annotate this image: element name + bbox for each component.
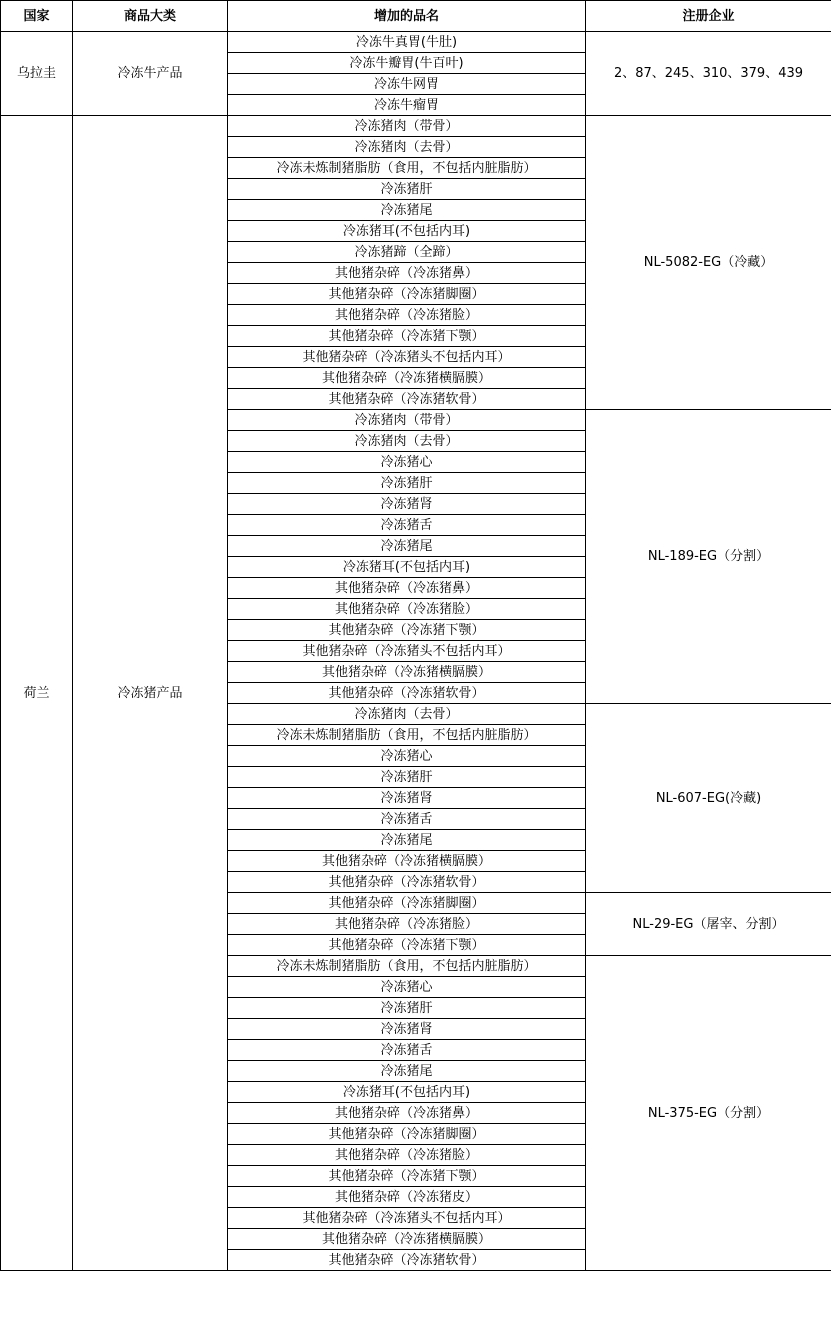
product-cell: 冷冻猪尾 [228, 200, 586, 221]
header-company: 注册企业 [586, 1, 831, 32]
product-cell: 冷冻牛真胃(牛肚) [228, 32, 586, 53]
product-cell: 其他猪杂碎（冷冻猪软骨） [228, 1250, 586, 1271]
product-cell: 冷冻猪蹄（全蹄） [228, 242, 586, 263]
product-cell: 冷冻牛网胃 [228, 74, 586, 95]
product-cell: 其他猪杂碎（冷冻猪头不包括内耳） [228, 347, 586, 368]
product-cell: 其他猪杂碎（冷冻猪脸） [228, 305, 586, 326]
product-cell: 冷冻未炼制猪脂肪（食用，不包括内脏脂肪） [228, 158, 586, 179]
product-cell: 冷冻猪尾 [228, 1061, 586, 1082]
company-cell: NL-375-EG（分割） [586, 956, 831, 1271]
product-cell: 冷冻猪舌 [228, 809, 586, 830]
table-row [1, 32, 831, 53]
company-cell: NL-189-EG（分割） [586, 410, 831, 704]
country-cell: 乌拉圭 [1, 32, 73, 116]
product-cell: 其他猪杂碎（冷冻猪脸） [228, 1145, 586, 1166]
product-cell: 冷冻猪尾 [228, 536, 586, 557]
product-cell: 冷冻猪肾 [228, 1019, 586, 1040]
product-cell: 冷冻猪肝 [228, 179, 586, 200]
product-cell: 其他猪杂碎（冷冻猪下颚） [228, 935, 586, 956]
product-cell: 其他猪杂碎（冷冻猪横膈膜） [228, 662, 586, 683]
product-cell: 其他猪杂碎（冷冻猪横膈膜） [228, 368, 586, 389]
product-cell: 冷冻猪心 [228, 452, 586, 473]
product-cell: 冷冻猪肝 [228, 998, 586, 1019]
company-cell: 2、87、245、310、379、439 [586, 32, 831, 116]
product-cell: 其他猪杂碎（冷冻猪鼻） [228, 263, 586, 284]
category-cell: 冷冻猪产品 [73, 116, 228, 1271]
header-row [1, 1, 831, 32]
product-cell: 其他猪杂碎（冷冻猪横膈膜） [228, 1229, 586, 1250]
country-cell: 荷兰 [1, 116, 73, 1271]
product-cell: 其他猪杂碎（冷冻猪软骨） [228, 389, 586, 410]
product-cell: 冷冻猪耳(不包括内耳) [228, 557, 586, 578]
product-cell: 其他猪杂碎（冷冻猪软骨） [228, 872, 586, 893]
product-cell: 冷冻猪肝 [228, 767, 586, 788]
product-cell: 冷冻猪肉（去骨） [228, 137, 586, 158]
table-body [1, 32, 831, 1271]
company-cell: NL-607-EG(冷藏) [586, 704, 831, 893]
product-cell: 冷冻猪尾 [228, 830, 586, 851]
product-cell: 其他猪杂碎（冷冻猪脚圈） [228, 893, 586, 914]
table-row [1, 116, 831, 137]
product-cell: 冷冻猪肝 [228, 473, 586, 494]
product-cell: 其他猪杂碎（冷冻猪鼻） [228, 1103, 586, 1124]
product-cell: 冷冻猪耳(不包括内耳) [228, 221, 586, 242]
product-cell: 其他猪杂碎（冷冻猪头不包括内耳） [228, 1208, 586, 1229]
product-cell: 冷冻猪肉（带骨） [228, 410, 586, 431]
product-cell: 其他猪杂碎（冷冻猪横膈膜） [228, 851, 586, 872]
product-cell: 冷冻猪心 [228, 977, 586, 998]
header-category: 商品大类 [73, 1, 228, 32]
product-cell: 冷冻猪肉（带骨） [228, 116, 586, 137]
product-cell: 其他猪杂碎（冷冻猪脸） [228, 599, 586, 620]
product-cell: 其他猪杂碎（冷冻猪脚圈） [228, 284, 586, 305]
product-cell: 其他猪杂碎（冷冻猪下颚） [228, 326, 586, 347]
product-cell: 其他猪杂碎（冷冻猪下颚） [228, 1166, 586, 1187]
product-cell: 其他猪杂碎（冷冻猪下颚） [228, 620, 586, 641]
product-cell: 冷冻牛瓣胃(牛百叶) [228, 53, 586, 74]
product-cell: 冷冻猪舌 [228, 1040, 586, 1061]
product-cell: 其他猪杂碎（冷冻猪软骨） [228, 683, 586, 704]
product-cell: 冷冻牛瘤胃 [228, 95, 586, 116]
product-cell: 冷冻未炼制猪脂肪（食用，不包括内脏脂肪） [228, 956, 586, 977]
product-cell: 其他猪杂碎（冷冻猪鼻） [228, 578, 586, 599]
product-cell: 冷冻猪肉（去骨） [228, 704, 586, 725]
product-cell: 冷冻猪耳(不包括内耳) [228, 1082, 586, 1103]
product-cell: 其他猪杂碎（冷冻猪头不包括内耳） [228, 641, 586, 662]
header-country: 国家 [1, 1, 73, 32]
product-cell: 其他猪杂碎（冷冻猪脸） [228, 914, 586, 935]
company-cell: NL-29-EG（屠宰、分割） [586, 893, 831, 956]
header-product: 增加的品名 [228, 1, 586, 32]
product-cell: 冷冻猪肾 [228, 494, 586, 515]
product-cell: 冷冻未炼制猪脂肪（食用，不包括内脏脂肪） [228, 725, 586, 746]
product-cell: 冷冻猪心 [228, 746, 586, 767]
product-cell: 冷冻猪肉（去骨） [228, 431, 586, 452]
product-cell: 其他猪杂碎（冷冻猪皮） [228, 1187, 586, 1208]
company-cell: NL-5082-EG（冷藏） [586, 116, 831, 410]
category-cell: 冷冻牛产品 [73, 32, 228, 116]
product-cell: 冷冻猪舌 [228, 515, 586, 536]
product-cell: 其他猪杂碎（冷冻猪脚圈） [228, 1124, 586, 1145]
product-cell: 冷冻猪肾 [228, 788, 586, 809]
